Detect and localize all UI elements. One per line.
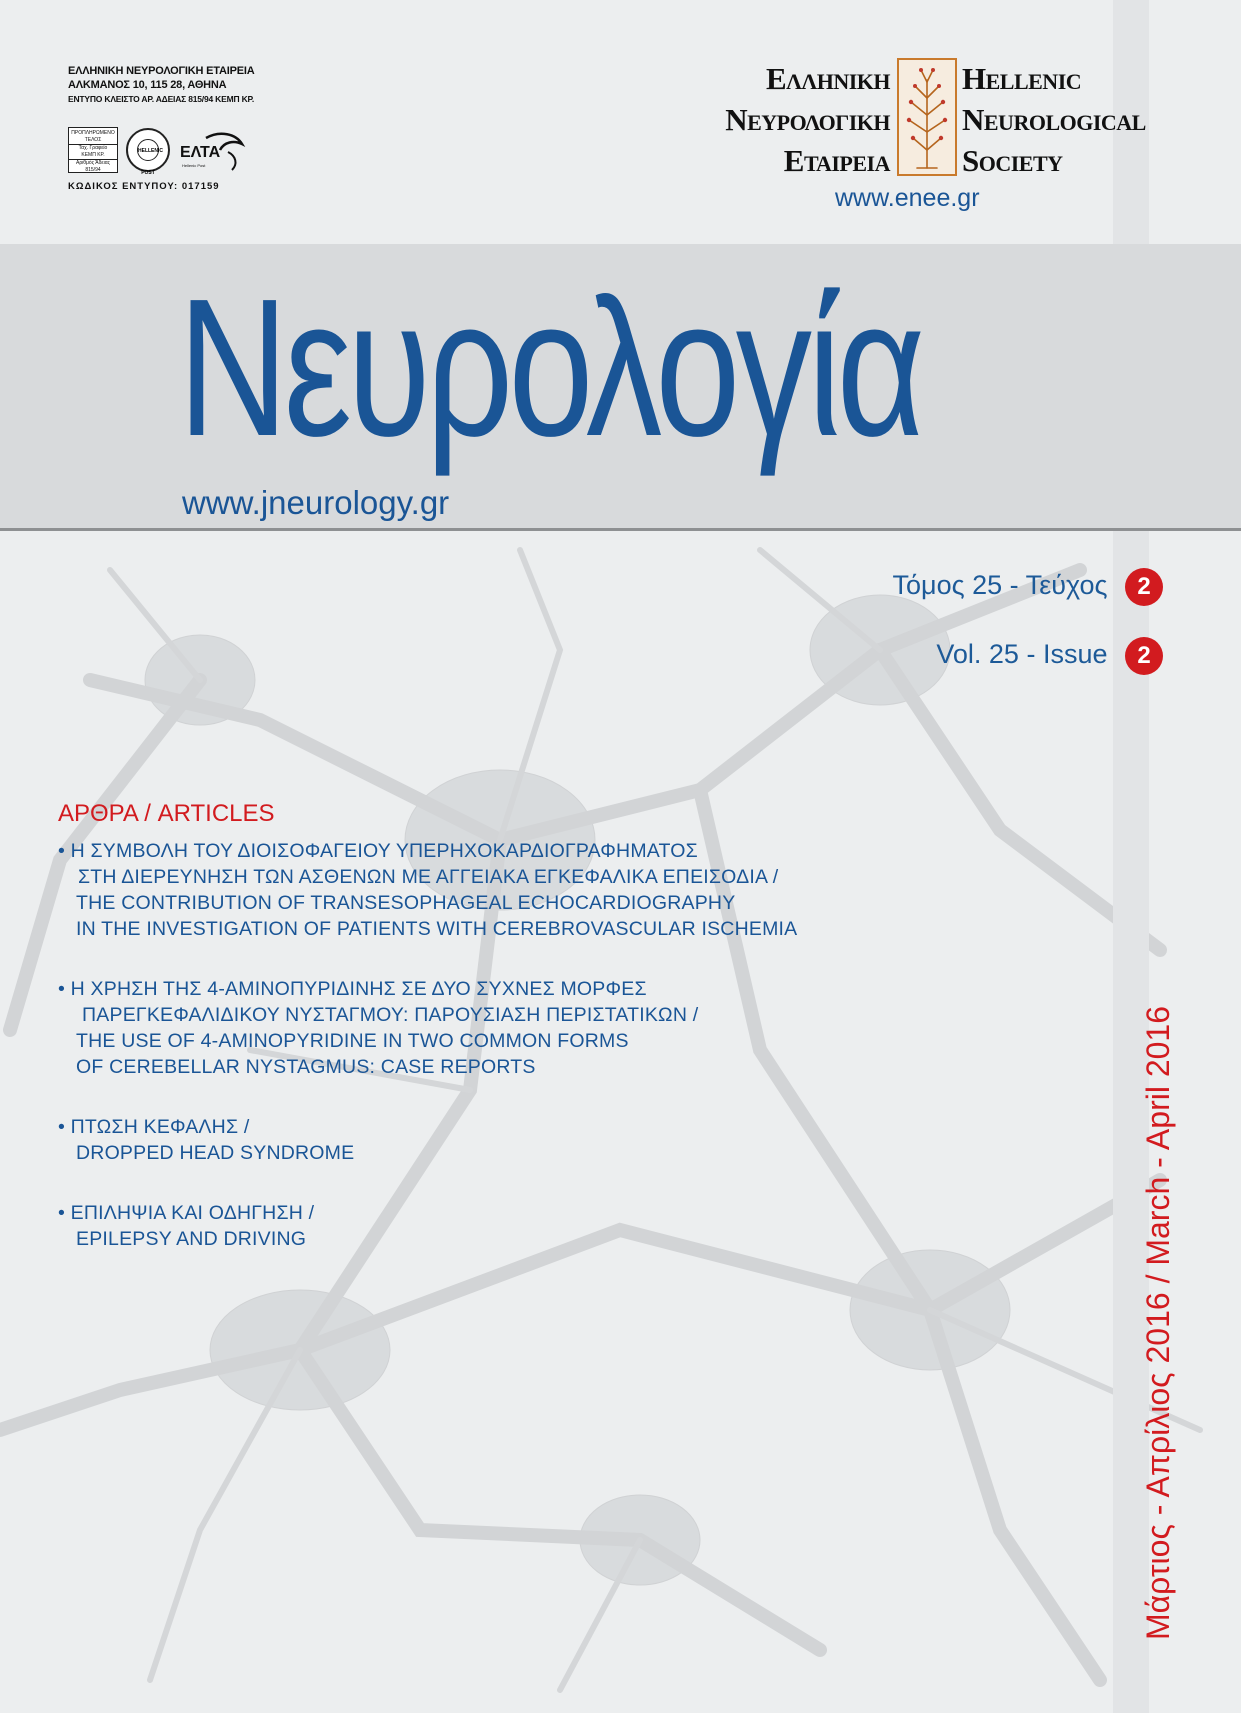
publisher-address: ΑΛΚΜΑΝΟΣ 10, 115 28, ΑΘΗΝΑ (68, 79, 227, 91)
article-english-title-line: EPILEPSY AND DRIVING (76, 1228, 307, 1250)
society-name-english (962, 58, 1192, 181)
article-item[interactable] (58, 1114, 797, 1166)
article-english-title-line: OF CEREBELLAR NYSTAGMUS: CASE REPORTS (76, 1056, 536, 1078)
issue-english-label: Vol. 25 - Issue (936, 639, 1108, 670)
elta-subtext: Hellenic Post (182, 163, 206, 168)
society-english-line-1: Hellenic (962, 61, 1082, 96)
article-english-title-line: THE USE OF 4-AMINOPYRIDINE IN TWO COMMON FORMS (76, 1030, 629, 1052)
article-english-title-line: THE CONTRIBUTION OF TRANSESOPHAGEAL ECHOCARDIOGRAPHY (76, 892, 736, 914)
articles-heading: ΑΡΘΡΑ / ARTICLES (58, 800, 275, 827)
publisher-name: ΕΛΛΗΝΙΚΗ ΝΕΥΡΟΛΟΓΙΚΗ ΕΤΑΙΡΕΙΑ (68, 65, 255, 77)
fee-label: ΤΕΛΟΣ (84, 137, 102, 143)
prepaid-postage-box (68, 127, 118, 173)
title-band-underline (0, 528, 1241, 531)
permit-number: 815/94 (85, 167, 101, 173)
article-item[interactable] (58, 838, 797, 942)
article-greek-title-line: • Η ΣΥΜΒΟΛΗ ΤΟΥ ΔΙΟΙΣΟΦΑΓΕΙΟΥ ΥΠΕΡΗΧΟΚΑΡΔΙΟΓΡΑΦΗΜΑΤΟΣ (58, 840, 698, 862)
journal-title: Νευρολογία (178, 258, 921, 477)
article-greek-title-line: ΣΤΗ ΔΙΕΡΕΥΝΗΣΗ ΤΩΝ ΑΣΘΕΝΩΝ ΜΕ ΑΓΓΕΙΑΚΑ ΕΓΚΕΦΑΛΙΚΑ ΕΠΕΙΣΟΔΙΑ / (78, 866, 779, 888)
issue-number-badge: 2 (1125, 568, 1163, 606)
society-greek-line-3: Εταιρεια (783, 143, 890, 178)
post-office-code: ΚΕΜΠ ΚΡ. (81, 152, 105, 158)
article-english-title-line: IN THE INVESTIGATION OF PATIENTS WITH CEREBROVASCULAR ISCHEMIA (76, 918, 798, 940)
seal-inner-ring: HELLENIC POST (137, 139, 159, 161)
journal-url-link[interactable]: www.jneurology.gr (182, 484, 450, 521)
article-item[interactable] (58, 976, 797, 1080)
issue-english (936, 637, 1163, 675)
issue-date-spine: Μάρτιος - Απρίλιος 2016 / March - April 2016 (1140, 1005, 1176, 1640)
society-tree-emblem-icon (897, 58, 957, 176)
society-greek-line-1: Ελληνικη (765, 61, 890, 96)
article-item[interactable] (58, 1200, 797, 1252)
article-greek-title-line: • ΠΤΩΣΗ ΚΕΦΑΛΗΣ / (58, 1116, 250, 1138)
post-office-label: Ταχ. Γραφείο (69, 144, 117, 152)
elta-text: ΕΛΤΑ (180, 144, 221, 161)
article-greek-title-line: • Η ΧΡΗΣΗ ΤΗΣ 4-ΑΜΙΝΟΠΥΡΙΔΙΝΗΣ ΣΕ ΔΥΟ ΣΥΧΝΕΣ ΜΟΡΦΕΣ (58, 978, 647, 1000)
prepaid-label: ΠΡΟΠΛΗΡΩΜΕΝΟ (71, 130, 115, 136)
permit-number-label: Αριθμός Άδειας (69, 159, 117, 167)
publisher-permit: ΕΝΤΥΠΟ ΚΛΕΙΣΤΟ ΑΡ. ΑΔΕΙΑΣ 815/94 ΚΕΜΠ ΚΡ. (68, 94, 255, 104)
article-list (58, 838, 797, 1252)
publication-code: ΚΩΔΙΚΟΣ ΕΝΤΥΠΟΥ: 017159 (68, 181, 220, 192)
elta-logo (176, 130, 246, 174)
issue-number-badge: 2 (1125, 637, 1163, 675)
society-english-line-3: Society (962, 143, 1063, 178)
society-name-greek (660, 58, 890, 181)
article-greek-title-line: ΠΑΡΕΓΚΕΦΑΛΙΔΙΚΟΥ ΝΥΣΤΑΓΜΟΥ: ΠΑΡΟΥΣΙΑΣΗ ΠΕΡΙΣΤΑΤΙΚΩΝ / (82, 1004, 699, 1026)
issue-greek-label: Τόμος 25 - Τεύχος (892, 570, 1108, 601)
society-greek-line-2: Νευρολογικη (725, 102, 890, 137)
society-english-line-2: Neurological (962, 102, 1146, 137)
article-english-title-line: DROPPED HEAD SYNDROME (76, 1142, 355, 1164)
article-greek-title-line: • ΕΠΙΛΗΨΙΑ ΚΑΙ ΟΔΗΓΗΣΗ / (58, 1202, 315, 1224)
publisher-info (68, 64, 268, 106)
issue-greek (893, 568, 1164, 606)
society-url-link[interactable]: www.enee.gr (835, 184, 980, 212)
hellenic-post-seal-icon (126, 128, 170, 176)
